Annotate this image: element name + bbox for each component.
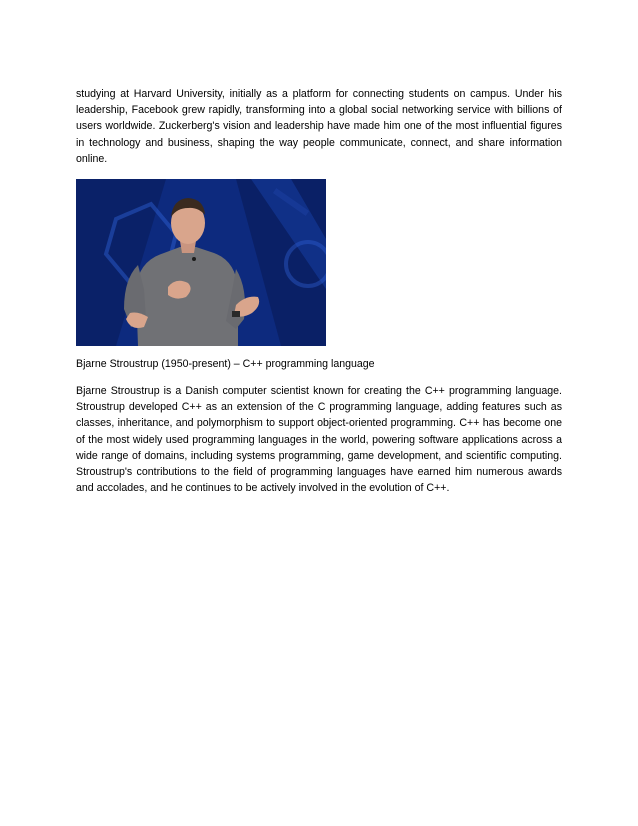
paragraph-zuckerberg: studying at Harvard University, initially as a platform for connecting students on campus. Under his leadership, Facebook grew rapidly, transforming into a global social networking service with billions of users worldwide. Zuckerberg's vision and leadership have made him one of the most influential figures in technology and business, shaping the way people communicate, connect, and share information online. bbox=[76, 88, 562, 165]
document-content bbox=[76, 86, 562, 496]
photo-caption: Bjarne Stroustrup (1950-present) – C++ programming language bbox=[76, 358, 375, 371]
paragraph-stroustrup: Bjarne Stroustrup is a Danish computer scientist known for creating the C++ programming language. Stroustrup developed C++ as an extension of the C programming language, adding features such as classes, inheritance, and polymorphism to support object-oriented programming. C++ has become one of the most widely used programming languages in the world, powering software applications across a wide range of domains, including systems programming, game development, and scientific computing. Stroustrup's contributions to the field of programming languages have earned him numerous awards and accolades, and he continues to be actively involved in the evolution of C++. bbox=[76, 385, 562, 495]
speaker-photo bbox=[76, 179, 326, 346]
